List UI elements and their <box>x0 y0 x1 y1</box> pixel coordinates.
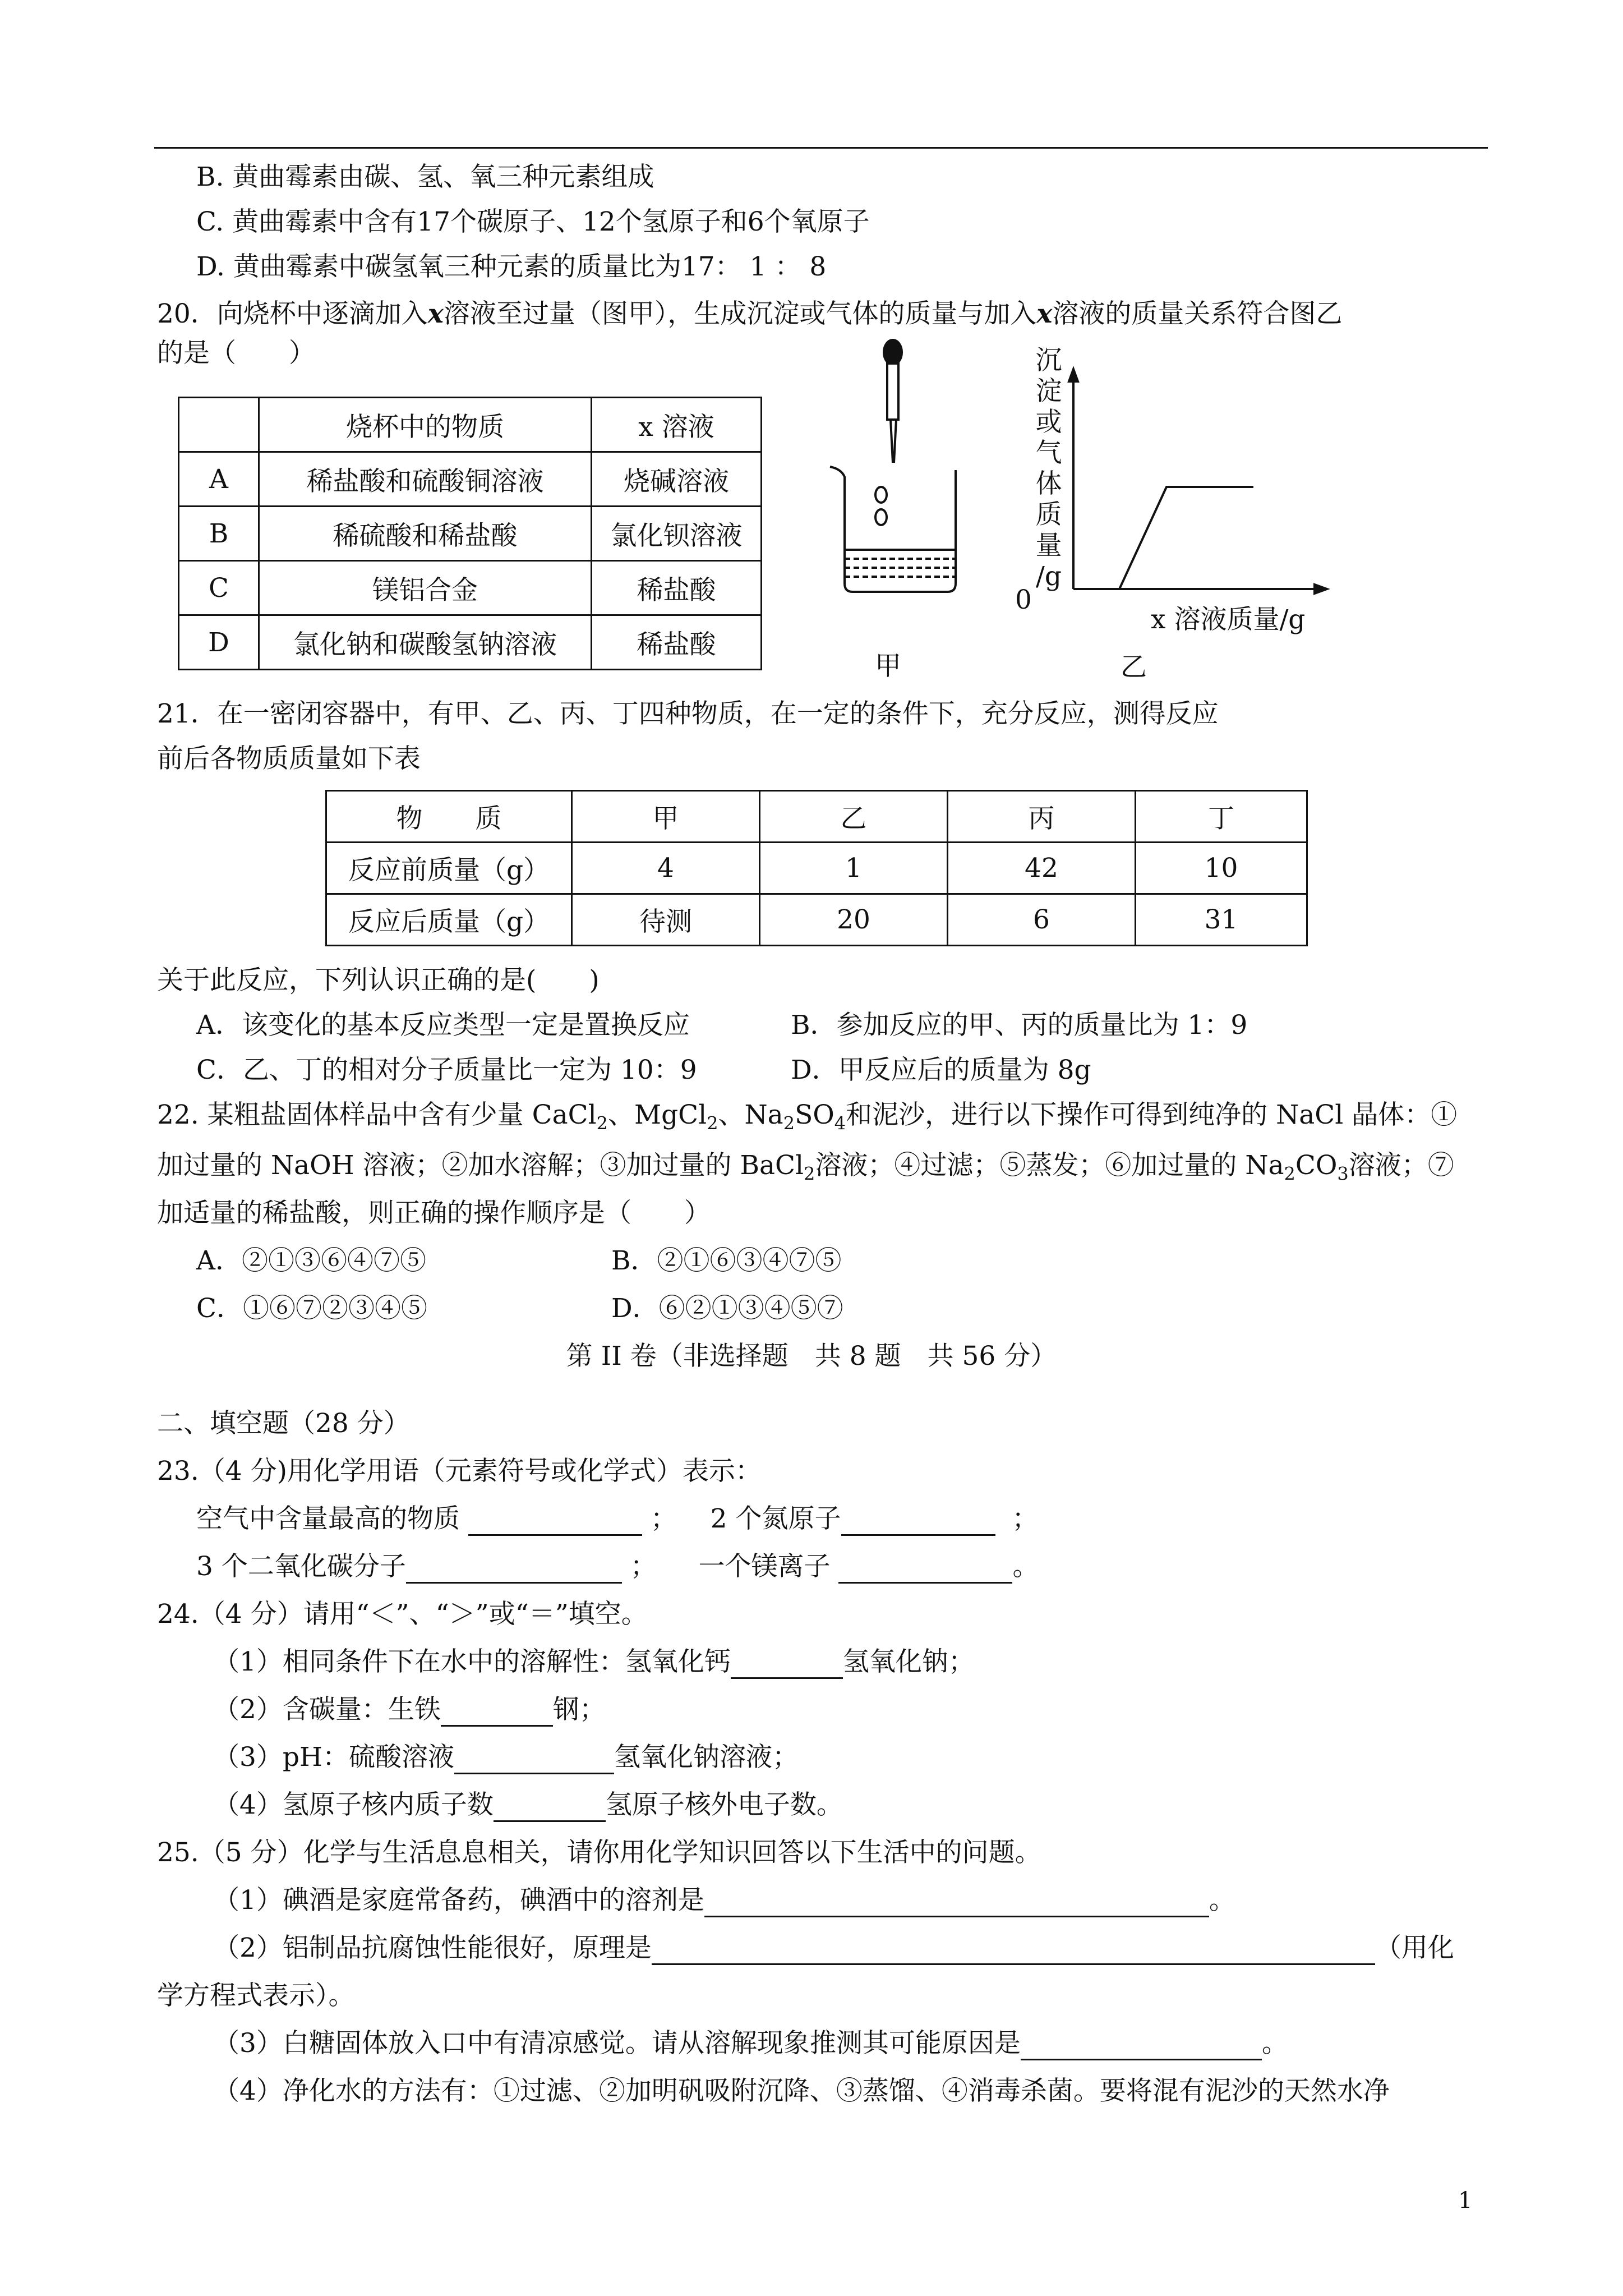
q25-item-2: （2）铝制品抗腐蚀性能很好，原理是 （用化 <box>213 1931 1454 1965</box>
q21-option-d: D．甲反应后的质量为 8g <box>791 1055 1091 1085</box>
q21-after-bing: 6 <box>948 894 1136 946</box>
q21-th-yi: 乙 <box>760 791 948 843</box>
graph-origin: 0 <box>1015 585 1032 615</box>
q23-blank-1[interactable] <box>468 1508 642 1536</box>
q21-after-ding: 31 <box>1136 894 1307 946</box>
q24-blank-2[interactable] <box>441 1699 553 1727</box>
q20-th-x: x 溶液 <box>592 398 762 452</box>
q20-th-beaker: 烧杯中的物质 <box>259 398 592 452</box>
q20-row-a-x: 烧碱溶液 <box>592 452 762 507</box>
q20-th-empty <box>179 398 259 452</box>
q22-stem-line2: 加过量的 NaOH 溶液；②加水溶解；③加过量的 BaCl$_2$溶液；④过滤；⑤蒸发；⑥加过量的 $Na_2CO_3$溶液；⑦ <box>157 1150 1454 1185</box>
q24-item-4: （4）氢原子核内质子数 氢原子核外电子数。 <box>213 1788 843 1822</box>
part2-title: 二、填空题（28 分） <box>157 1408 410 1439</box>
q23-stem: 23.（4 分)用化学用语（元素符号或化学式）表示： <box>157 1456 762 1487</box>
graph-x-label: x 溶液质量/g <box>1151 604 1306 635</box>
graph-x-arrow <box>1315 585 1327 593</box>
q21-option-c: C．乙、丁的相对分子质量比一定为 10：9 <box>196 1055 697 1085</box>
q21-option-b: B．参加反应的甲、丙的质量比为 1：9 <box>791 1010 1248 1041</box>
q20-row-d-beaker: 氯化钠和碳酸氢钠溶液 <box>259 615 592 670</box>
q25-item-3: （3）白糖固体放入口中有清凉感觉。请从溶解现象推测其可能原因是 。 <box>213 2027 1288 2060</box>
q23-blank-2[interactable] <box>841 1508 995 1536</box>
q21-stem-line1: 21．在一密闭容器中，有甲、乙、丙、丁四种物质，在一定的条件下，充分反应，测得反应 <box>157 698 1219 729</box>
q21-th-ding: 丁 <box>1136 791 1307 843</box>
q22-option-c: C．①⑥⑦②③④⑤ <box>196 1293 427 1324</box>
q20-row-a-beaker: 稀盐酸和硫酸铜溶液 <box>259 452 592 507</box>
q20-row-b-x: 氯化钡溶液 <box>592 507 762 561</box>
q23-blank-3[interactable] <box>406 1556 622 1584</box>
q25-blank-1[interactable] <box>704 1890 1209 1917</box>
q19-option-d: D. 黄曲霉素中碳氢氧三种元素的质量比为17： 1 ： 8 <box>196 251 827 282</box>
q21-row-before-label: 反应前质量（g） <box>326 843 572 894</box>
q25-item-2-cont: 学方程式表示）。 <box>157 1980 355 2011</box>
q21-question: 关于此反应，下列认识正确的是( ) <box>157 965 600 996</box>
q21-th-bing: 丙 <box>948 791 1136 843</box>
q23-blank-4[interactable] <box>838 1556 1012 1584</box>
q21-before-bing: 42 <box>948 843 1136 894</box>
q24-blank-1[interactable] <box>731 1651 843 1679</box>
figure-yi-label: 乙 <box>1121 652 1147 683</box>
q20-stem-line1: 20．向烧杯中逐滴加入x溶液至过量（图甲），生成沉淀或气体的质量与加入x溶液的质量关系符合图乙 <box>157 298 1343 329</box>
q20-row-b-label: B <box>179 507 259 561</box>
q20-row-a-label: A <box>179 452 259 507</box>
q23-row1: 空气中含量最高的物质 ； 2 个氮原子 ； <box>196 1502 1038 1536</box>
q20-row-c-x: 稀盐酸 <box>592 561 762 615</box>
q22-stem-line1: 22. 某粗盐固体样品中含有少量 CaCl$_2$、MgCl$_2$、$Na_2SO_4$和泥沙，进行以下操作可得到纯净的 NaCl 晶体：① <box>157 1099 1458 1134</box>
q20-row-c-beaker: 镁铝合金 <box>259 561 592 615</box>
q21-before-jia: 4 <box>572 843 760 894</box>
graph-yi <box>1066 365 1335 600</box>
q20-options-table <box>178 397 762 670</box>
q22-option-a: A．②①③⑥④⑦⑤ <box>196 1245 426 1276</box>
q25-item-1: （1）碘酒是家庭常备药，碘酒中的溶剂是 。 <box>213 1884 1235 1917</box>
q21-before-ding: 10 <box>1136 843 1307 894</box>
q24-item-2: （2）含碳量：生铁 钢； <box>213 1693 606 1727</box>
dropper-icon <box>884 340 902 463</box>
q21-mass-table <box>325 790 1308 946</box>
q25-item-4: （4）净化水的方法有：①过滤、②加明矾吸附沉降、③蒸馏、④消毒杀菌。要将混有泥沙的天然水净 <box>213 2076 1390 2106</box>
q21-row-after-label: 反应后质量（g） <box>326 894 572 946</box>
graph-y-arrow <box>1069 369 1078 381</box>
q20-row-c-label: C <box>179 561 259 615</box>
q25-blank-2[interactable] <box>652 1938 1375 1965</box>
q22-stem-line3: 加适量的稀盐酸，则正确的操作顺序是（ ） <box>157 1198 711 1228</box>
q21-after-jia: 待测 <box>572 894 760 946</box>
q19-option-c: C. 黄曲霉素中含有17个碳原子、12个氢原子和6个氧原子 <box>196 206 870 237</box>
q21-before-yi: 1 <box>760 843 948 894</box>
beaker-figure <box>819 337 1004 600</box>
q19-option-b: B. 黄曲霉素由碳、氢、氧三种元素组成 <box>196 162 654 192</box>
q22-option-d: D．⑥②①③④⑤⑦ <box>611 1293 843 1324</box>
q24-blank-4[interactable] <box>494 1795 606 1822</box>
q21-th-jia: 甲 <box>572 791 760 843</box>
q20-row-d-label: D <box>179 615 259 670</box>
section-title: 第 II 卷（非选择题 共 8 题 共 56 分） <box>566 1341 1057 1372</box>
q21-after-yi: 20 <box>760 894 948 946</box>
q20-stem-line2: 的是（ ） <box>157 338 315 369</box>
beaker-icon <box>830 467 956 592</box>
q20-row-b-beaker: 稀硫酸和稀盐酸 <box>259 507 592 561</box>
q22-option-b: B．②①⑥③④⑦⑤ <box>611 1245 842 1276</box>
q21-option-a: A．该变化的基本反应类型一定是置换反应 <box>196 1010 690 1041</box>
page-number: 1 <box>1458 2188 1473 2214</box>
graph-y-label: 沉 淀 或 气 体 质 量 /g <box>1035 345 1062 592</box>
q23-row2: 3 个二氧化碳分子 ； 一个镁离子 。 <box>196 1550 1039 1584</box>
q25-stem: 25.（5 分）化学与生活息息相关，请你用化学知识回答以下生活中的问题。 <box>157 1837 1041 1868</box>
q25-blank-3[interactable] <box>1021 2033 1262 2060</box>
figure-jia-label: 甲 <box>875 651 901 682</box>
q20-row-d-x: 稀盐酸 <box>592 615 762 670</box>
header-rule <box>154 147 1488 149</box>
q24-blank-3[interactable] <box>454 1747 614 1774</box>
q24-item-3: （3）pH：硫酸溶液 氢氧化钠溶液； <box>213 1741 799 1774</box>
q24-item-1: （1）相同条件下在水中的溶解性：氢氧化钙 氢氧化钠； <box>213 1645 975 1679</box>
q24-stem: 24.（4 分）请用“＜”、“＞”或“＝”填空。 <box>157 1599 648 1630</box>
graph-curve <box>1073 487 1253 589</box>
q21-th-substance: 物 质 <box>326 791 572 843</box>
q21-stem-line2: 前后各物质质量如下表 <box>157 743 421 774</box>
